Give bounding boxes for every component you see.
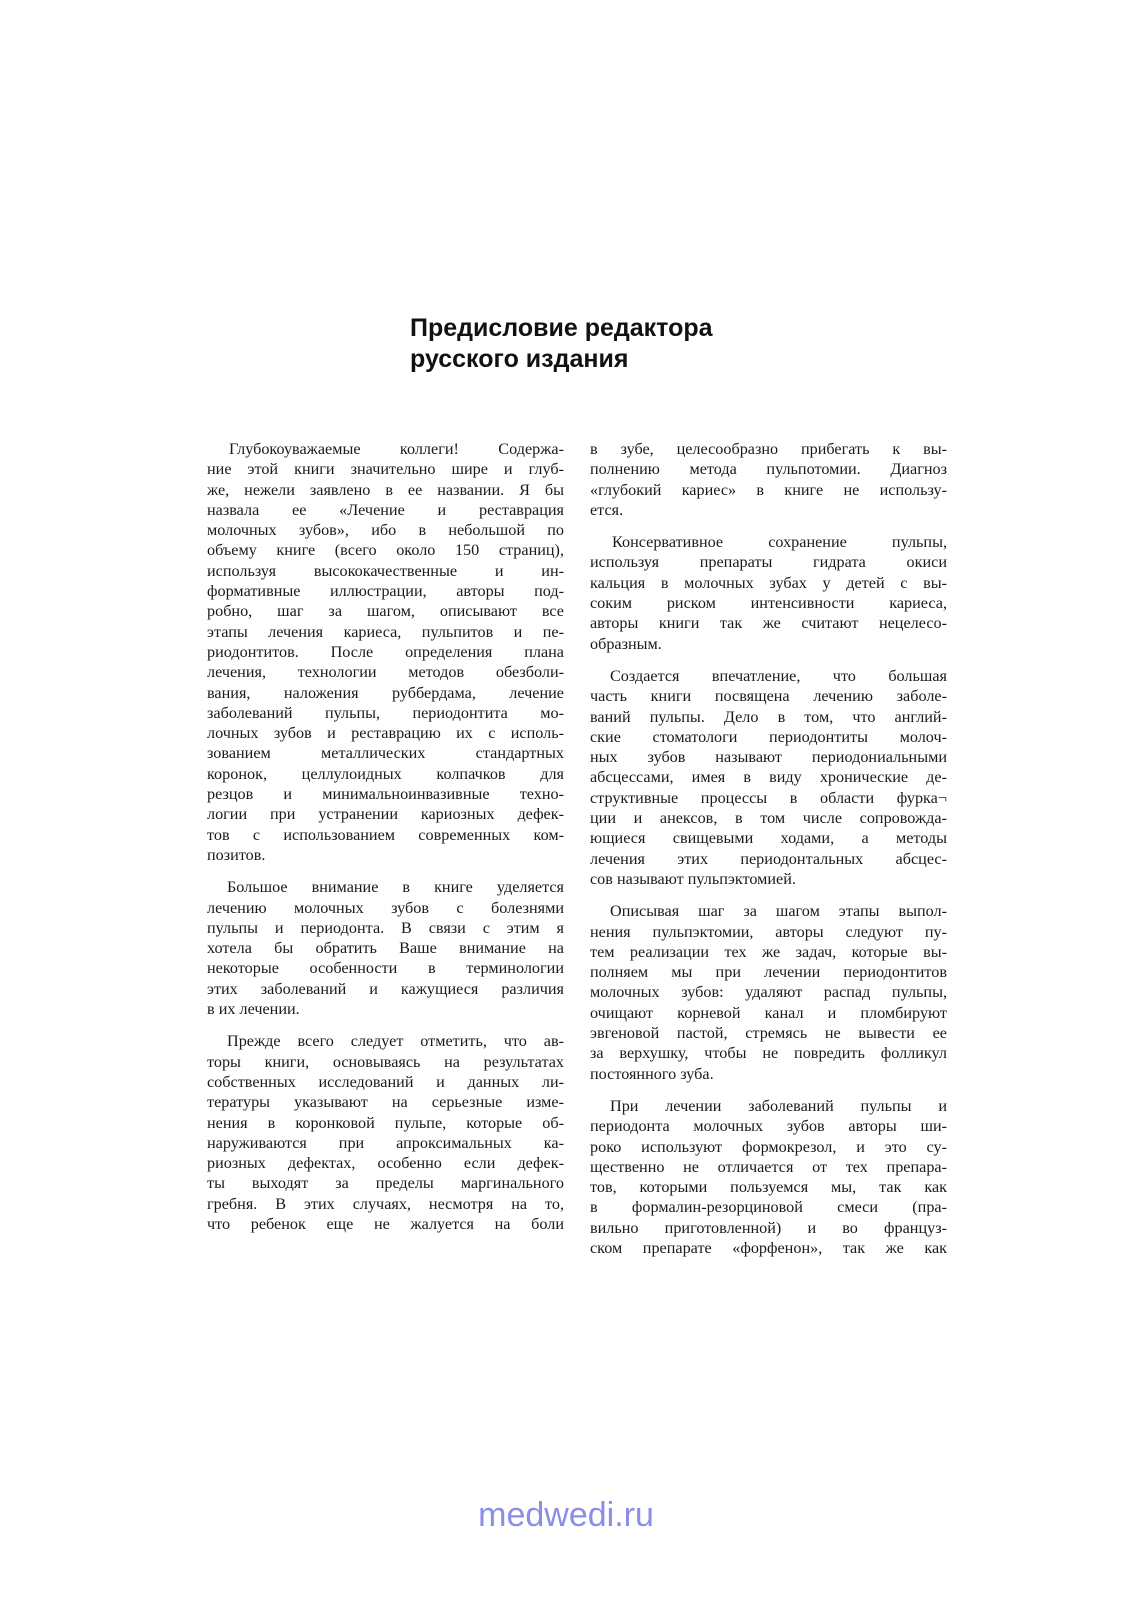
text-line: молочных зубов: удаляют распад пульпы, xyxy=(590,983,947,1002)
text-line: авторы книги так же считают нецелесо- xyxy=(590,614,947,633)
text-line: резцов и минимальноинвазивные техно- xyxy=(207,785,564,804)
text-line: в их лечении. xyxy=(207,1000,300,1019)
text-line: тературы указывают на серьезные изме- xyxy=(207,1093,564,1112)
text-line: часть книги посвящена лечению заболе- xyxy=(590,687,947,706)
text-line: некоторые особенности в терминологии xyxy=(207,959,564,978)
text-line: что ребенок еще не жалуется на боли xyxy=(207,1214,564,1233)
left-column xyxy=(207,439,564,1246)
text-line: роко используют формокрезол, и это су- xyxy=(590,1137,947,1156)
paragraph xyxy=(207,1031,564,1234)
text-line: щественно не отличается от тех препара- xyxy=(590,1157,947,1176)
watermark[interactable]: medwedi.ru xyxy=(478,1496,654,1534)
title-line-2: русского издания xyxy=(410,345,629,373)
paragraph xyxy=(590,666,947,889)
text-line: этапы лечения кариеса, пульпитов и пе- xyxy=(207,622,564,641)
text-line: заболеваний пульпы, периодонтита мо- xyxy=(207,703,564,722)
title-line-1: Предисловие редактора xyxy=(410,314,713,342)
text-line: нения пульпэктомии, авторы следуют пу- xyxy=(590,922,947,941)
text-line: формативные иллюстрации, авторы под- xyxy=(207,582,564,601)
paragraph xyxy=(590,1096,947,1258)
text-line: риозных дефектах, особенно если дефек- xyxy=(207,1154,564,1173)
text-line: ется. xyxy=(590,500,624,519)
text-line: полнению метода пульпотомии. Диагноз xyxy=(590,460,947,479)
text-line: ском препарате «форфенон», так же как xyxy=(590,1238,947,1257)
text-line: хотела бы обратить Ваше внимание на xyxy=(207,939,564,958)
text-line: ных зубов называют периодониальными xyxy=(590,748,947,767)
text-line: этих заболеваний и кажущиеся различия xyxy=(207,979,564,998)
text-line: кальция в молочных зубах у детей с вы- xyxy=(590,573,947,592)
text-line: тов с использованием современных ком- xyxy=(207,825,564,844)
page-title xyxy=(410,313,713,375)
text-line: «глубокий кариес» в книге не использу- xyxy=(590,480,947,499)
paragraph xyxy=(207,439,564,865)
text-line: тем реализации тех же задач, которые вы- xyxy=(590,942,947,961)
text-line: логии при устранении кариозных дефек- xyxy=(207,805,564,824)
text-line: используя препараты гидрата окиси xyxy=(590,553,947,572)
text-line: нения в коронковой пульпе, которые об- xyxy=(207,1113,564,1132)
text-line: структивные процессы в области фурка¬ xyxy=(590,788,947,807)
text-line: позитов. xyxy=(207,845,266,864)
text-line: сов называют пульпэктомией. xyxy=(590,869,796,888)
text-line: собственных исследований и данных ли- xyxy=(207,1072,564,1091)
text-line: объему книге (всего около 150 страниц), xyxy=(207,541,564,560)
text-line: лечения этих периодонтальных абсцес- xyxy=(590,849,947,868)
text-line: полняем мы при лечении периодонтитов xyxy=(590,963,947,982)
text-line: ские стоматологи периодонтиты молоч- xyxy=(590,727,947,746)
text-line: постоянного зуба. xyxy=(590,1064,714,1083)
text-line: эвгеновой пастой, стремясь не вывести ее xyxy=(590,1024,947,1043)
text-line: зованием металлических стандартных xyxy=(207,744,564,763)
text-line: торы книги, основываясь на результатах xyxy=(207,1052,564,1071)
text-line: ющиеся свищевыми ходами, а методы xyxy=(590,829,947,848)
text-line: за верхушку, чтобы не повредить фолликул xyxy=(590,1044,947,1063)
text-line: робно, шаг за шагом, описывают все xyxy=(207,602,564,621)
paragraph xyxy=(590,901,947,1084)
text-line: образным. xyxy=(590,634,662,653)
text-line: ние этой книги значительно шире и глуб- xyxy=(207,460,564,479)
text-line: риодонтитов. После определения плана xyxy=(207,642,564,661)
paragraph xyxy=(207,877,564,1019)
text-line: лечению молочных зубов с болезнями xyxy=(207,898,564,917)
text-line: ции и анексов, в том числе сопровожда- xyxy=(590,809,947,828)
text-line: тов, которыми пользуемся мы, так как xyxy=(590,1178,947,1197)
text-line: Создается впечатление, что большая xyxy=(610,666,947,685)
text-line: наруживаются при апроксимальных ка- xyxy=(207,1133,564,1152)
text-line: При лечении заболеваний пульпы и xyxy=(610,1096,947,1115)
text-line: очищают корневой канал и пломбируют xyxy=(590,1003,947,1022)
text-line: в формалин-резорциновой смеси (пра- xyxy=(590,1198,947,1217)
text-line: назвала ее «Лечение и реставрация xyxy=(207,500,564,519)
text-line: используя высококачественные и ин- xyxy=(207,561,564,580)
text-line: ваний пульпы. Дело в том, что англий- xyxy=(590,707,947,726)
text-line: Прежде всего следует отметить, что ав- xyxy=(227,1032,564,1051)
text-line: соким риском интенсивности кариеса, xyxy=(590,594,947,613)
paragraph xyxy=(590,532,947,654)
text-line: пульпы и периодонта. В связи с этим я xyxy=(207,918,564,937)
text-line: Глубокоуважаемые коллеги! Содержа- xyxy=(229,440,564,458)
text-line: абсцессами, имея в виду хронические де- xyxy=(590,768,947,787)
text-line: же, нежели заявлено в ее названии. Я бы xyxy=(207,480,564,499)
text-line: Большое внимание в книге уделяется xyxy=(227,878,564,897)
text-line: периодонта молочных зубов авторы ши- xyxy=(590,1117,947,1136)
text-line: вильно приготовленной) и во француз- xyxy=(590,1218,947,1237)
text-line: лечения, технологии методов обезболи- xyxy=(207,663,564,682)
text-line: вания, наложения руббердама, лечение xyxy=(207,683,564,702)
right-column xyxy=(590,439,947,1270)
text-line: молочных зубов», ибо в небольшой по xyxy=(207,521,564,540)
text-line: ты выходят за пределы маргинального xyxy=(207,1174,564,1193)
text-line: коронок, целлулоидных колпачков для xyxy=(207,764,564,783)
paragraph xyxy=(590,439,947,520)
text-line: Консервативное сохранение пульпы, xyxy=(612,533,947,552)
text-line: Описывая шаг за шагом этапы выпол- xyxy=(610,902,947,921)
text-line: гребня. В этих случаях, несмотря на то, xyxy=(207,1194,564,1213)
text-line: в зубе, целесообразно прибегать к вы- xyxy=(590,440,947,458)
text-line: лочных зубов и реставрацию их с исполь- xyxy=(207,724,564,743)
